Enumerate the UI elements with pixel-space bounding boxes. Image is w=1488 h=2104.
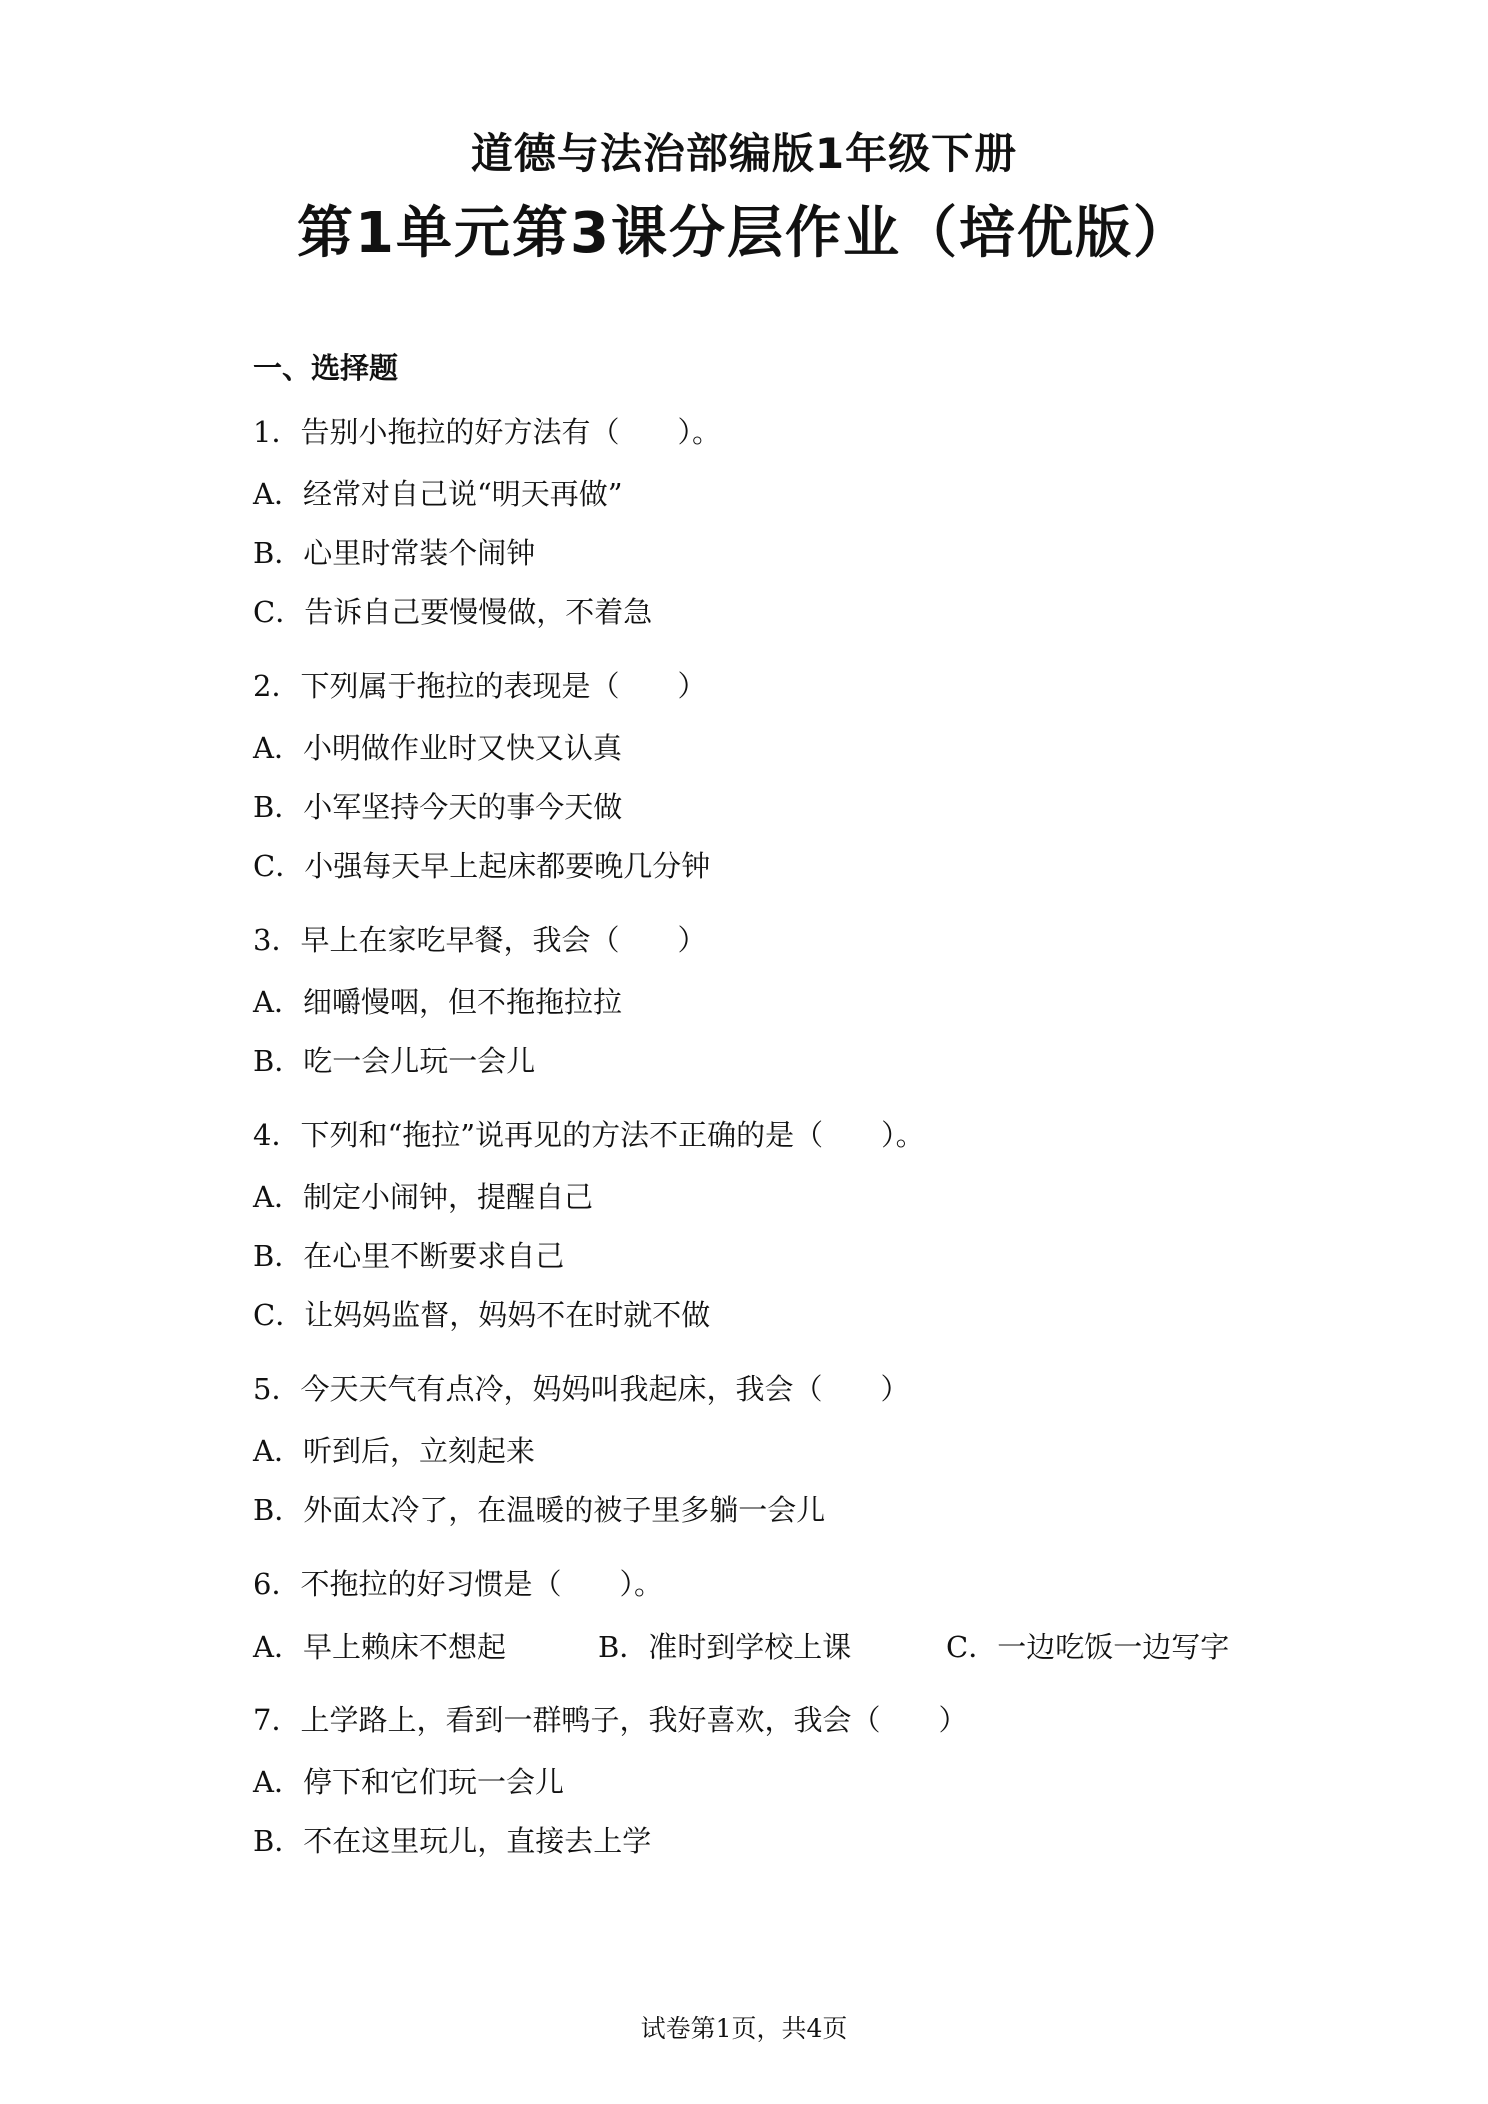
section-heading: 一、选择题 (253, 351, 399, 385)
question-1-option-a: A．经常对自己说“明天再做” (253, 477, 623, 511)
page-footer: 试卷第1页，共4页 (640, 2014, 848, 2043)
question-3-option-a: A．细嚼慢咽，但不拖拖拉拉 (253, 985, 622, 1019)
question-1-option-b: B．心里时常装个闹钟 (253, 536, 536, 570)
question-3-option-b: B．吃一会儿玩一会儿 (253, 1044, 536, 1078)
question-4-option-b: B．在心里不断要求自己 (253, 1239, 565, 1273)
question-2-stem: 2．下列属于拖拉的表现是（ ） (253, 669, 707, 703)
question-4-option-a: A．制定小闹钟，提醒自己 (253, 1180, 593, 1214)
question-7-stem: 7．上学路上，看到一群鸭子，我好喜欢，我会（ ） (253, 1703, 968, 1737)
document-subtitle: 第1单元第3课分层作业（培优版） (297, 201, 1191, 266)
question-6-option-b: B．准时到学校上课 (598, 1630, 852, 1664)
question-5-stem: 5．今天天气有点冷，妈妈叫我起床，我会（ ） (253, 1372, 910, 1406)
document-title: 道德与法治部编版1年级下册 (470, 129, 1018, 178)
question-4-option-c: C．让妈妈监督，妈妈不在时就不做 (253, 1298, 711, 1332)
question-3-stem: 3．早上在家吃早餐，我会（ ） (253, 923, 707, 957)
question-2-option-b: B．小军坚持今天的事今天做 (253, 790, 623, 824)
question-1-stem: 1．告别小拖拉的好方法有（ ）。 (253, 415, 721, 449)
question-6-option-c: C．一边吃饭一边写字 (946, 1630, 1230, 1664)
question-5-option-b: B．外面太冷了，在温暖的被子里多躺一会儿 (253, 1493, 826, 1527)
question-7-option-b: B．不在这里玩儿，直接去上学 (253, 1824, 652, 1858)
question-6-stem: 6．不拖拉的好习惯是（ ）。 (253, 1567, 663, 1601)
question-2-option-c: C．小强每天早上起床都要晚几分钟 (253, 849, 711, 883)
question-7-option-a: A．停下和它们玩一会儿 (253, 1765, 564, 1799)
question-1-option-c: C．告诉自己要慢慢做，不着急 (253, 595, 653, 629)
question-5-option-a: A．听到后，立刻起来 (253, 1434, 535, 1468)
question-2-option-a: A．小明做作业时又快又认真 (253, 731, 622, 765)
question-6-option-a: A．早上赖床不想起 (253, 1630, 506, 1664)
question-4-stem: 4．下列和“拖拉”说再见的方法不正确的是（ ）。 (253, 1118, 925, 1152)
